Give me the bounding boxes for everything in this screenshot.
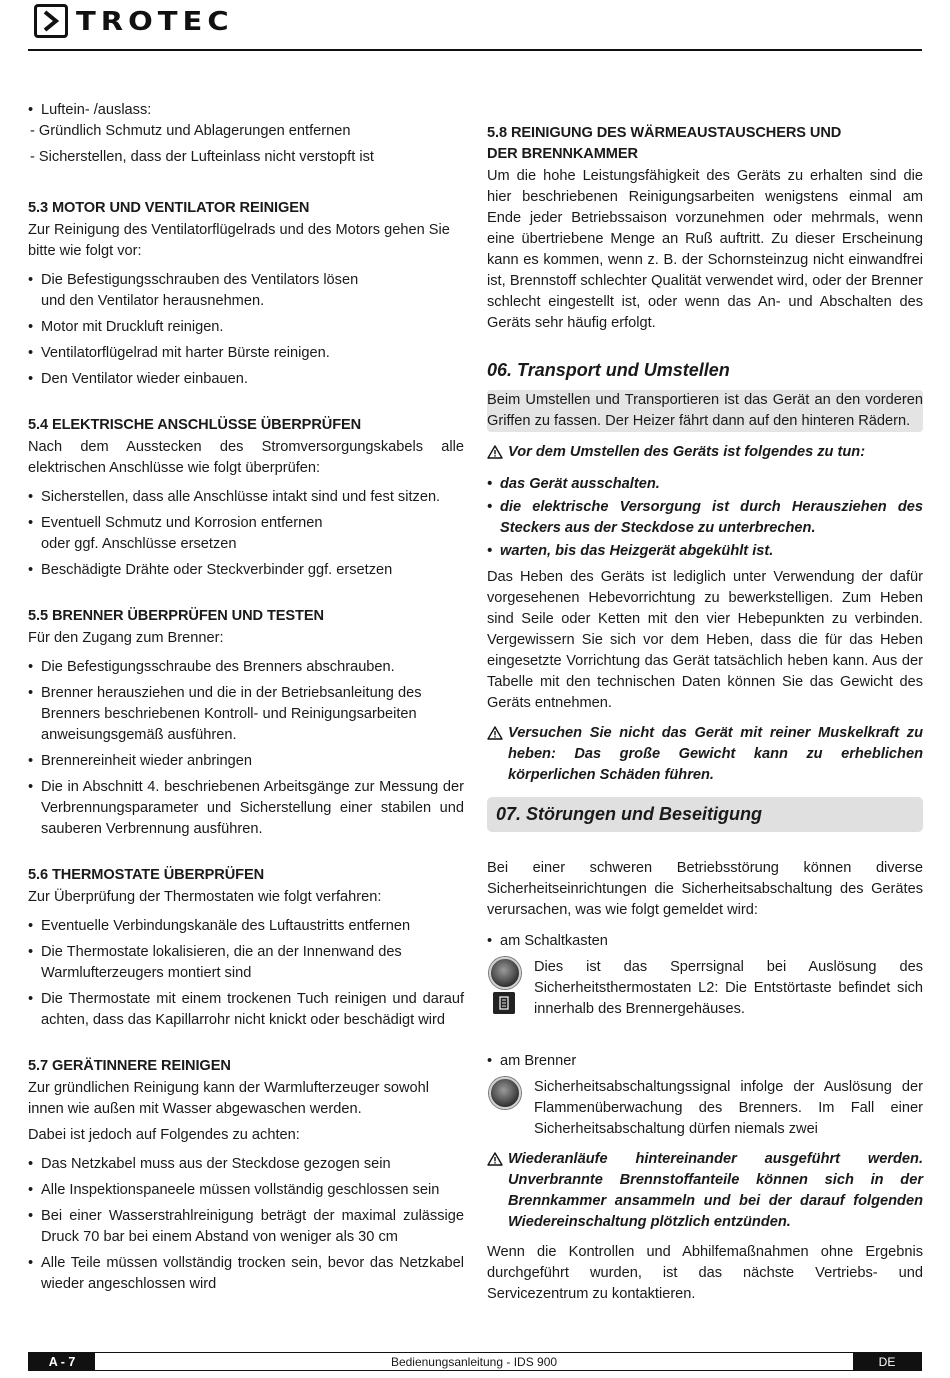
signal-lamp-icon (489, 1077, 521, 1109)
logo-chevron-icon (34, 4, 68, 38)
list-item: - Gründlich Schmutz und Ablagerungen entfernen (30, 123, 351, 139)
list-item: • Die in Abschnitt 4. beschriebenen Arbeitsgänge zur Messung der Verbrennungsparameter und Sicherstellung einer stabilen und sauberen Verbrennung ausführen. (28, 777, 464, 840)
section-heading-5-4: 5.4 ELEKTRISCHE ANSCHLÜSSE ÜBERPRÜFEN (28, 417, 362, 433)
logo-text: TROTEC (76, 5, 234, 37)
warning-triangle-icon (487, 1152, 503, 1166)
list-item: • Sicherstellen, dass alle Anschlüsse intakt sind und fest sitzen. (28, 487, 464, 508)
section-heading-07 (487, 797, 923, 832)
list-item: • Das Netzkabel muss aus der Steckdose gezogen sein (28, 1154, 464, 1175)
list-item: - Sicherstellen, dass der Lufteinlass nicht verstopft ist (30, 149, 374, 165)
list-item: • die elektrische Versorgung ist durch Herausziehen des Steckers aus der Steckdose zu unterbrechen. (487, 497, 923, 539)
paragraph: Das Heben des Geräts ist lediglich unter Verwendung der dafür vorgesehenen Hebevorrichtung zu bewerkstelligen. Zum Heben sind Seile oder Ketten mit den vier Hebepunkten zu verbinden. Vergewissern Sie sich vor dem Heben, dass die für das Heben eingesetzte Vorrichtung das Gerät tatsächlich heben kann. Aus der Tabelle mit den technischen Daten können Sie das Gewicht des Geräts entnehmen. (487, 569, 923, 711)
signal-lamp-icon (489, 957, 521, 989)
list-item: • Alle Teile müssen vollständig trocken sein, bevor das Netzkabel wieder angeschlossen wird (28, 1253, 464, 1295)
document-title: Bedienungsanleitung - IDS 900 (390, 1354, 558, 1369)
list-item: • Die Thermostate lokalisieren, die an der Innenwand des Warmlufterzeugers montiert sind (28, 942, 464, 984)
list-item: • das Gerät ausschalten. (487, 474, 923, 495)
list-item: • Eventuelle Verbindungskanäle des Luftaustritts entfernen (28, 916, 464, 937)
lamp-description: Sicherheitsabschaltungssignal infolge der Auslösung der Flammenüberwachung des Brenners. Im Fall einer Sicherheitsabschaltung dürfen niemals zwei (534, 1079, 923, 1137)
list-item: • Bei einer Wasserstrahlreinigung beträgt der maximal zulässige Druck 70 bar bei einem Abstand von weniger als 30 cm (28, 1206, 464, 1248)
list-item-continuation: und den Ventilator herausnehmen. (41, 293, 265, 309)
burner-signal-row (487, 1077, 923, 1140)
warning-text: Wiederanläufe hintereinander ausgeführt werden. Unverbrannte Brennstoffanteile können sich in der Brennkammer ansammeln und bei der darauf folgenden Wiedereinschaltung plötzlich entzünden. (508, 1151, 923, 1230)
paragraph: Nach dem Ausstecken des Stromversorgungskabels alle elektrischen Anschlüsse wie folgt überprüfen: (28, 439, 464, 476)
paragraph: Zur gründlichen Reinigung kann der Warmlufterzeuger sowohl innen wie außen mit Wasser abgewaschen werden. (28, 1080, 429, 1117)
trotec-logo (34, 4, 234, 38)
warning-note (487, 723, 923, 786)
list-item: • Alle Inspektionspaneele müssen vollständig geschlossen sein (28, 1180, 464, 1201)
list-item: • Die Thermostate mit einem trockenen Tuch reinigen und darauf achten, dass das Kapillarrohr nicht knickt oder beschädigt wird (28, 989, 464, 1031)
section-heading-06: 06. Transport und Umstellen (487, 360, 730, 380)
list-item: • warten, bis das Heizgerät abgekühlt ist. (487, 541, 923, 562)
language-code: DE (853, 1353, 921, 1370)
paragraph: Bei einer schweren Betriebsstörung können diverse Sicherheitseinrichtungen die Sicherheitsabschaltung des Gerätes verursachen, was wie folgt gemeldet wird: (487, 860, 923, 918)
lockout-signal-row (487, 957, 923, 1020)
right-column (487, 123, 923, 1305)
paragraph: Wenn die Kontrollen und Abhilfemaßnahmen ohne Ergebnis durchgeführt wurden, ist das nächste Vertriebs- und Servicezentrum zu kontaktieren. (487, 1244, 923, 1302)
list-item: • Den Ventilator wieder einbauen. (28, 369, 464, 390)
paragraph: Dabei ist jedoch auf Folgendes zu achten: (28, 1127, 300, 1143)
section-heading-5-8: 5.8 REINIGUNG DES WÄRMEAUSTAUSCHERS UND (487, 125, 842, 141)
paragraph: Um die hohe Leistungsfähigkeit des Geräts zu erhalten sind die hier beschriebenen Reinigungsarbeiten wenigstens einmal am Ende jeder Betriebssaison vorzunehmen oder mehrmals, wenn eine übertriebene Menge an Ruß auftritt. Zu dieser Erscheinung kann es kommen, wenn z. B. der Schornsteinzug nicht einwandfrei ist, Brennstoff schlechter Qualität verwendet wird, oder der Brenner schlecht eingestellt ist, oder wenn das An- und Abschalten des Geräts sehr häufig erfolgt. (487, 168, 923, 331)
section-heading-5-3: 5.3 MOTOR UND VENTILATOR REINIGEN (28, 200, 310, 216)
page-footer (28, 1352, 922, 1371)
list-item: • am Schaltkasten (487, 931, 923, 952)
paragraph: Für den Zugang zum Brenner: (28, 630, 224, 646)
list-item: • am Brenner (487, 1051, 923, 1072)
header-rule (28, 49, 922, 51)
lamp-description: Dies ist das Sperrsignal bei Auslösung des Sicherheitsthermostaten L2: Die Entstörtaste befindet sich innerhalb des Brennergehäuses. (534, 959, 923, 1017)
list-item: • Brenner herausziehen und die in der Betriebsanleitung des Brenners beschriebenen Kontroll- und Reinigungsarbeiten anweisungsgemäß ausführen. (28, 683, 464, 746)
list-item: • Luftein- /auslass: (28, 100, 464, 121)
page-number: A - 7 (29, 1353, 95, 1370)
warning-text: Versuchen Sie nicht das Gerät mit reiner Muskelkraft zu heben: Das große Gewicht kann zu erheblichen körperlichen Schäden führen. (508, 725, 923, 783)
warning-note (487, 442, 923, 463)
section-heading-5-5: 5.5 BRENNER ÜBERPRÜFEN UND TESTEN (28, 608, 324, 624)
section-heading-5-8-line2: DER BRENNKAMMER (487, 146, 638, 162)
list-item: • Beschädigte Drähte oder Steckverbinder ggf. ersetzen (28, 560, 464, 581)
warning-text: Vor dem Umstellen des Geräts ist folgendes zu tun: (508, 444, 866, 460)
list-item: • Brennereinheit wieder anbringen (28, 751, 464, 772)
warning-note (487, 1149, 923, 1233)
list-item: • Ventilatorflügelrad mit harter Bürste reinigen. (28, 343, 464, 364)
list-item: • Motor mit Druckluft reinigen. (28, 317, 464, 338)
reset-button-icon (493, 992, 515, 1014)
paragraph: Zur Reinigung des Ventilatorflügelrads und des Motors gehen Sie bitte wie folgt vor: (28, 222, 450, 259)
highlighted-paragraph: Beim Umstellen und Transportieren ist das Gerät an den vorderen Griffen zu fassen. Der Heizer fährt dann auf den hinteren Rädern. (487, 390, 923, 432)
list-item: • Eventuell Schmutz und Korrosion entfernen (28, 513, 464, 534)
list-item: • Die Befestigungsschraube des Brenners abschrauben. (28, 657, 464, 678)
section-heading-07-text: 07. Störungen und Beseitigung (496, 804, 763, 824)
list-item: • Die Befestigungsschrauben des Ventilators lösen (28, 270, 464, 291)
list-item-continuation: oder ggf. Anschlüsse ersetzen (41, 536, 237, 552)
warning-triangle-icon (487, 445, 503, 459)
paragraph: Zur Überprüfung der Thermostaten wie folgt verfahren: (28, 889, 382, 905)
section-heading-5-6: 5.6 THERMOSTATE ÜBERPRÜFEN (28, 867, 265, 883)
warning-triangle-icon (487, 726, 503, 740)
section-heading-5-7: 5.7 GERÄTINNERE REINIGEN (28, 1058, 231, 1074)
left-column (28, 100, 464, 1295)
